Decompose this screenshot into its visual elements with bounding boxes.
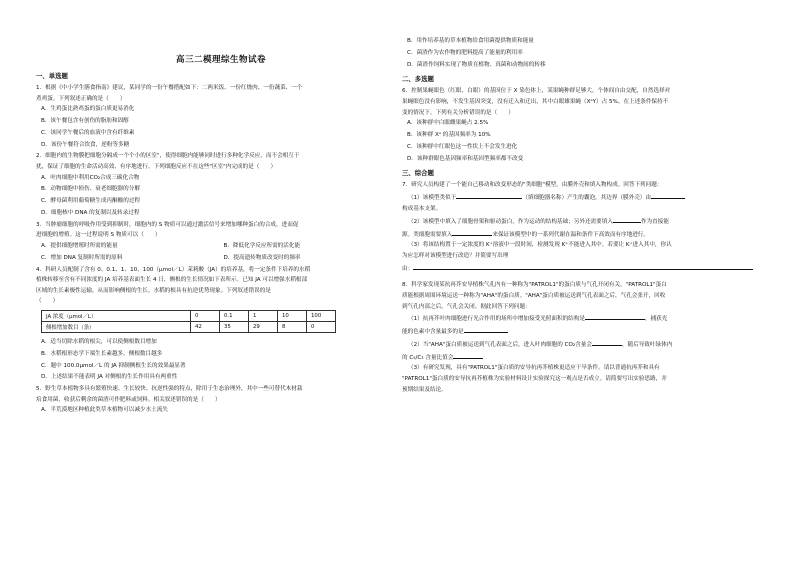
question-stem: 2．细胞内的生物膜把细胞分隔成一个个小的区室"，使得细胞内能够同时进行多种化学反应，而不会相互干: [36, 153, 300, 160]
option-a: A．生鸡蛋比熟鸡蛋的蛋白质更易消化: [41, 106, 135, 113]
answer-blank[interactable]: [453, 351, 483, 359]
sub-question: [402, 262, 764, 275]
option-d: D．提高遗传物质改变时的频率: [223, 254, 301, 261]
text: 构成基本支架。: [402, 205, 442, 212]
option-d: D．菌渣作饲料实现了物质在植物、真菌和动物间的转移: [407, 61, 546, 68]
option-c: C．该种群中红眼色这一性状上不会发生进化: [407, 143, 518, 150]
question-6: [402, 86, 764, 165]
question-stem: 1．根据《中小学生膳食指南》建议，某同学的一份午餐搭配如下：二两米饭、一份红烧肉、一份蔬菜、一个: [36, 85, 303, 91]
text: 为应怎样对该模型进行改造？并简要写出理: [402, 253, 509, 260]
option-b: B．降低化学反应所需的活化能: [223, 242, 301, 249]
question-stem: 7．研究人员构建了一个能自己移动和改变形态的"类细胞"模型，由膜外壳和填入物构成。回答下列问题：: [402, 182, 663, 189]
option-d: D．该种群眼色基因频率和基因型频率都不改变: [407, 155, 524, 162]
text: （2）该模型中填入了细胞骨架和驱动蛋白，作为运动的结构基础；另外还需要填入: [408, 218, 613, 225]
ja-data-table: [41, 310, 336, 333]
option-b: B．该种群 Xᵃ 的基因频率为 10%: [407, 131, 491, 138]
table-cell: 1: [249, 310, 278, 321]
answer-blank[interactable]: [452, 228, 492, 236]
text: （3）有研究发现，具有"PATROL1"蛋白质的安导抗再芥植株更适应干旱条件。请以普通抗再芥和具有: [408, 365, 660, 372]
question-stem: 8．科学家发现某抗再芥安导植株气孔内有一种称为"PATROL1"的蛋白质与气孔开闭有关。"PATROL1"蛋白: [402, 282, 667, 289]
text: （2）当"AHA"蛋白质被运送到气孔表面之后，进入叶肉细胞的 CO₂含量会: [408, 341, 592, 348]
section-heading-single: 一、单选题: [36, 72, 68, 80]
option-b: B．用作培养基的草本植物给食用菌提供物质和能量: [407, 38, 534, 44]
text: "PATROL1"蛋白质的安导抗再芥植株为实验材料设计实验探究这一观点是否成立。请简要写出实验思路，并: [402, 376, 667, 383]
left-column: [36, 0, 406, 417]
table-cell: 35: [220, 321, 249, 332]
table-cell: JA 浓度（μmol／L）: [42, 310, 191, 321]
section-heading-comprehensive: 三、综合题: [402, 169, 434, 178]
option-a: A．适当切除水稻的根尖，可以使侧根数目增加: [41, 338, 157, 345]
question-1: [36, 83, 406, 151]
option-a: A．叶肉细胞中利用CO₂合成三碳化合物: [41, 174, 140, 181]
table-cell: 0: [191, 310, 220, 321]
option-c: C．酵母菌利用葡萄糖生成丙酮酸的过程: [41, 198, 141, 205]
question-5: [36, 384, 406, 417]
option-b: B．该午餐包含有创伤的脂肪和固醇: [41, 117, 129, 124]
sub-question: [402, 325, 764, 338]
option-c: C．菌渣作为农作物的肥料提高了能量的利用率: [407, 49, 523, 56]
sub-question: [402, 191, 764, 204]
page-title: 高三二模理综生物试卷: [175, 55, 266, 65]
text: （1）该模型类似于: [408, 194, 457, 201]
question-stem: 扰，保证了细胞的生命活动高效、有序地进行。下列细胞反应不在这些"区室"内完成的是（ ）: [36, 163, 277, 170]
question-stem: 果蝇眼色没有影响，不发生基因突变，没有迁入和迁出，其中白眼雄果蝇（XᵃY）占 5%。在上述条件保持不: [402, 98, 669, 105]
table-cell: 100: [307, 310, 336, 321]
answer-blank[interactable]: [592, 338, 622, 346]
option-c: C．该同学午餐后的血液中含有纤维素: [41, 129, 135, 136]
question-stem: 植株转移至含有不同浓度的 JA 培养基表面生长 4 日，侧根的生长情况如下表所示。已知 JA 可以增强水稻根部: [36, 277, 308, 284]
table-cell: 10: [278, 310, 307, 321]
text: 预期结果及结论。: [402, 386, 447, 393]
table-cell: 8: [278, 321, 307, 332]
question-2: [36, 151, 406, 219]
text: ，随后导致叶绿体内: [621, 341, 673, 348]
question-stem: 5．野生草本植物多具有繁殖快速、生长较快、抗逆性强的特点，除用于生态治理外，其中一些可替代木材栽: [36, 386, 303, 393]
table-row: [42, 310, 336, 321]
question-stem: 变的情况下，下列有关分析错误的是（ ）: [402, 109, 514, 116]
option-c: C．题中 100.0μmol／L 的 JA 抑制侧根生长的效果最显著: [41, 362, 186, 369]
table-cell: 0.1: [220, 310, 249, 321]
text: 作为直接能: [640, 218, 669, 225]
question-stem: 3．当肿瘤细胞的呼吸作用受到抑制时，细胞内的 S 物质可以通过激活信号来增加哪种蛋白的合成，进而促: [36, 221, 299, 228]
text: （填细胞器名称）产生的囊泡，其边界（膜外壳）由: [522, 194, 651, 201]
answer-blank[interactable]: [585, 312, 645, 320]
question-4: [36, 265, 406, 385]
table-cell: 侧根增加数目（条）: [42, 321, 191, 332]
option-b: B．水稻根形态学下端生长素越多，侧根数目越多: [41, 350, 163, 357]
question-stem: 质能根据周围环境运送一种称为"AHA"的蛋白质。"AHA"蛋白质被运送到气孔表面之后，气孔会张开，回收: [402, 292, 666, 299]
table-cell: 42: [191, 321, 220, 332]
option-c: C．增加 DNA 复制时所需的原料: [41, 254, 123, 261]
question-7: [402, 180, 764, 274]
table-cell: 0: [307, 321, 336, 332]
answer-blank[interactable]: [613, 215, 641, 223]
sub-question: [402, 312, 764, 325]
question-8: [402, 280, 764, 395]
answer-blank[interactable]: [464, 325, 508, 333]
question-stem: 4．科研人员配制了含有 0、0.1、1、10、100（μmol／L）茉莉酸（JA）的培养基，将一定条件下培养的水稻: [36, 266, 311, 273]
question-3: [36, 220, 406, 265]
sub-question: [402, 228, 764, 241]
answer-blank[interactable]: [413, 262, 753, 270]
text: 来保证该模型中的一系列代谢在温和条件下高效而有序地进行。: [492, 231, 649, 238]
option-d: D．该份午餐符合饮食，逆粉等多糖: [41, 141, 130, 148]
text: 能的色素中含量最多的是: [402, 329, 464, 336]
question-stem: （ ）: [36, 298, 59, 305]
question-stem: 6．控制果蝇眼色（红眼、白眼）的基因位于 X 染色体上，某果蝇种群足够大，个体间自由交配，自然选择对: [402, 88, 671, 95]
table-row: [42, 321, 336, 332]
option-a: A．该种群中白眼雌果蝇占 2.5%: [407, 120, 489, 127]
sub-question: [402, 338, 764, 351]
option-a: A．半荒漠地区种植此类草本植物可以减少水土流失: [41, 407, 168, 414]
text: ，捕获光: [644, 316, 668, 323]
section-heading-multi: 二、多选题: [402, 75, 434, 84]
sub-question: [402, 351, 764, 364]
text: （3）将该结构置于一定浓度的 K⁺溶液中一段时间，检测发现 K⁺不能进入其中。若要让 K⁺进入其中，你认: [408, 242, 672, 249]
answer-blank[interactable]: [456, 191, 522, 199]
option-row: [41, 241, 406, 253]
option-a: A．提供细胞增殖时所需的能量: [41, 242, 118, 249]
question-stem: 培食用菌，收获后剩余的菌渣可作肥料或饲料。相关叙述错误的是（ ）: [36, 396, 221, 403]
option-d: D．上述结果不能表明 JA 对侧根的生长作用具有两重性: [41, 374, 178, 381]
sub-question: [402, 215, 764, 228]
question-stem: 到气孔内部之后，气孔会关闭。据此回答下列问题：: [402, 303, 531, 310]
option-row: [41, 253, 406, 265]
question-stem: 区域的生长素极性运输，从而影响侧根的生长。水稻的根具有抗逆优势现象。下列叙述错误的是: [36, 287, 271, 294]
top-spacer: [402, 0, 764, 36]
right-column: [402, 0, 764, 395]
text: （1）抗再芥叶肉细胞进行光合作用的场所中增加接受光照面积的结构是: [408, 316, 585, 323]
text: 的 C₅/C₃ 含量比值会: [402, 354, 454, 361]
table-cell: 29: [249, 321, 278, 332]
question-stem: 进细胞的增殖。这一过程说明 S 物质可以（ ）: [36, 232, 161, 239]
option-d: D．细胞核中 DNA 的复制以及转录过程: [41, 209, 140, 216]
question-stem: 煮鸡蛋。下列叙述正确的是（ ）: [36, 95, 126, 102]
text: 源。类细胞需要填入: [402, 231, 453, 238]
text: 由：: [402, 265, 414, 272]
answer-blank[interactable]: [651, 191, 685, 199]
option-b: B．动物细胞中损伤、衰老细胞器的分解: [41, 186, 140, 193]
